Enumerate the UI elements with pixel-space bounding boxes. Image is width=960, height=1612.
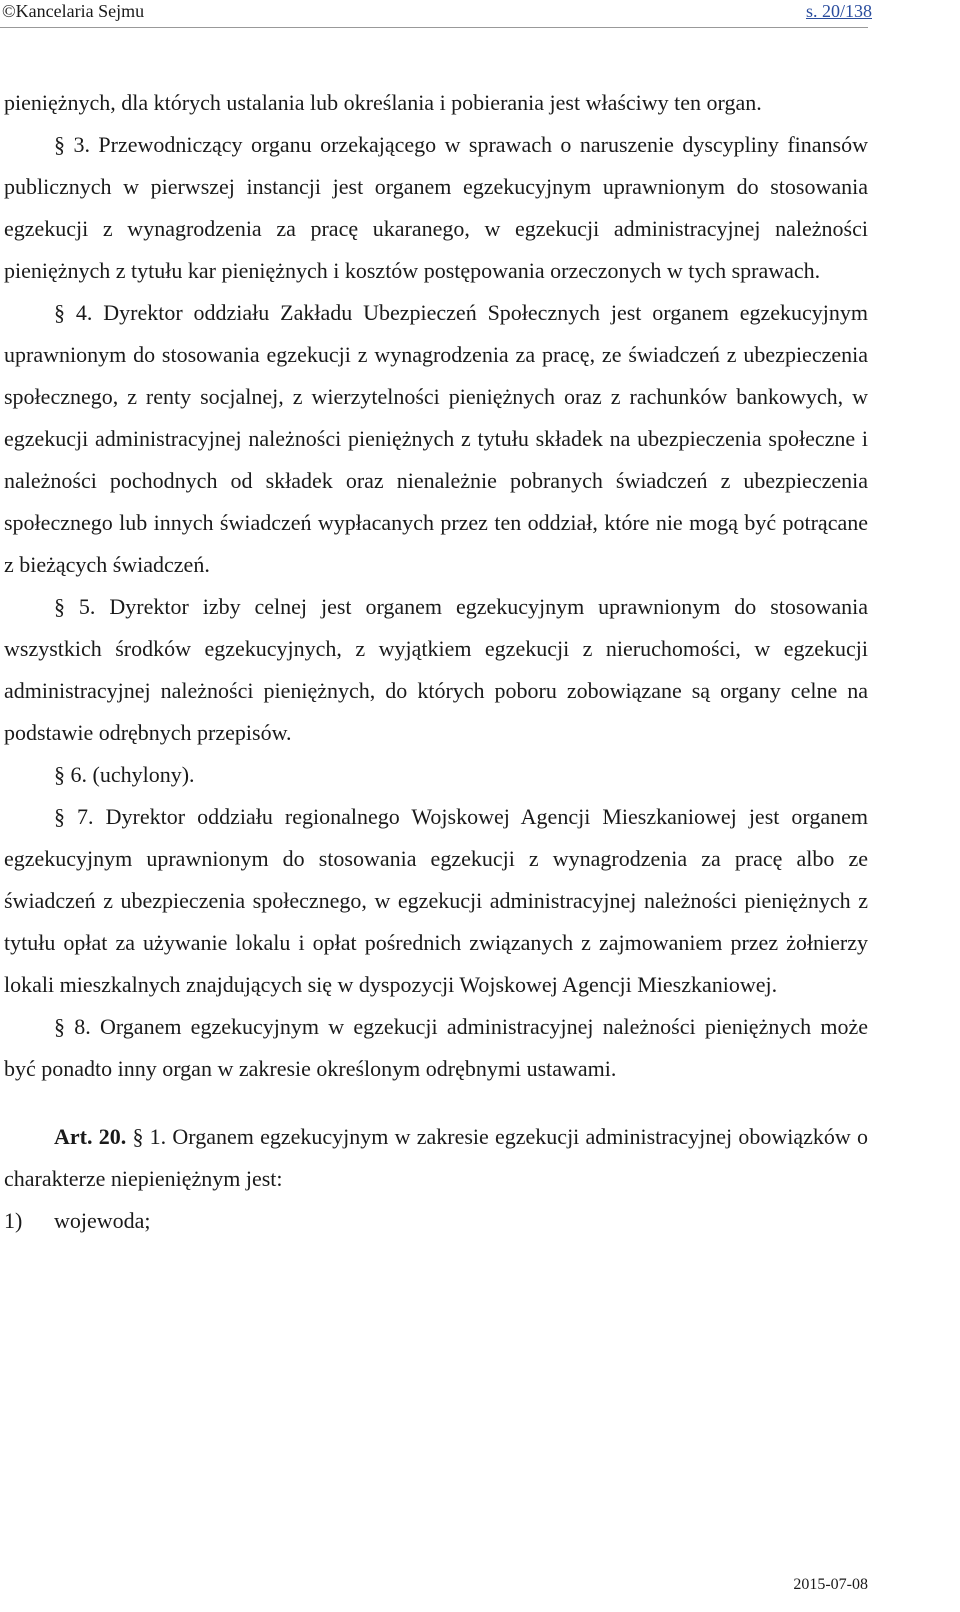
paragraph-section-4: § 4. Dyrektor oddziału Zakładu Ubezpieczeń Społecznych jest organem egzekucyjnym uprawnionym do stosowania egzekucji z wynagrodzenia za pracę, ze świadczeń z ubezpieczenia społecznego, z renty socjalnej, z wierzytelności pieniężnych oraz z rachunków bankowych, w egzekucji administracyjnej należności pieniężnych z tytułu składek na ubezpieczenia społeczne i należności pochodnych od składek oraz nienależnie pobranych świadczeń z ubezpieczenia społecznego lub innych świadczeń wypłacanych przez ten oddział, które nie mogą być potrącane z bieżących świadczeń. bbox=[4, 300, 868, 577]
list-item bbox=[4, 1200, 868, 1242]
paragraph-section-5: § 5. Dyrektor izby celnej jest organem egzekucyjnym uprawnionym do stosowania wszystkich środków egzekucyjnych, z wyjątkiem egzekucji z nieruchomości, w egzekucji administracyjnej należności pieniężnych, do których poboru zobowiązane są organy celne na podstawie odrębnych przepisów. bbox=[4, 594, 868, 745]
kancelaria-sejmu-link[interactable]: ©Kancelaria Sejmu bbox=[2, 1, 145, 21]
paragraph-section-8: § 8. Organem egzekucyjnym w egzekucji administracyjnej należności pieniężnych może być ponadto inny organ w zakresie określonym odrębnymi ustawami. bbox=[4, 1014, 868, 1081]
document-body bbox=[4, 82, 868, 1242]
article-20-text: § 1. Organem egzekucyjnym w zakresie egzekucji administracyjnej obowiązków o charakterze niepieniężnym jest: bbox=[4, 1124, 869, 1191]
list-item-text: wojewoda; bbox=[54, 1208, 151, 1233]
page-number bbox=[806, 1, 872, 22]
page-number-link[interactable]: s. 20/138 bbox=[805, 1, 872, 21]
paragraph-section-6: § 6. (uchylony). bbox=[54, 762, 195, 787]
copyright-label bbox=[2, 1, 144, 22]
paragraph-section-7: § 7. Dyrektor oddziału regionalnego Wojskowej Agencji Mieszkaniowej jest organem egzekucyjnym uprawnionym do stosowania egzekucji z wynagrodzenia za pracę albo ze świadczeń z ubezpieczenia społecznego, w egzekucji administracyjnej należności pieniężnych z tytułu opłat za używanie lokalu i opłat pośrednich związanych z zajmowaniem przez żołnierzy lokali mieszkalnych znajdujących się w dyspozycji Wojskowej Agencji Mieszkaniowej. bbox=[4, 804, 868, 997]
footer-date: 2015-07-08 bbox=[793, 1576, 868, 1593]
list-item-number: 1) bbox=[4, 1208, 23, 1233]
page-header bbox=[0, 0, 960, 44]
header-divider bbox=[0, 27, 868, 28]
paragraph-continuation: pieniężnych, dla których ustalania lub określania i pobierania jest właściwy ten organ. bbox=[4, 90, 762, 115]
article-20-paragraph bbox=[4, 1116, 868, 1200]
paragraph-section-3: § 3. Przewodniczący organu orzekającego w sprawach o naruszenie dyscypliny finansów publicznych w pierwszej instancji jest organem egzekucyjnym uprawnionym do stosowania egzekucji z wynagrodzenia za pracę ukaranego, w egzekucji administracyjnej należności pieniężnych z tytułu kar pieniężnych i kosztów postępowania orzeczonych w tych sprawach. bbox=[4, 132, 868, 283]
article-label: Art. 20. bbox=[54, 1124, 127, 1149]
